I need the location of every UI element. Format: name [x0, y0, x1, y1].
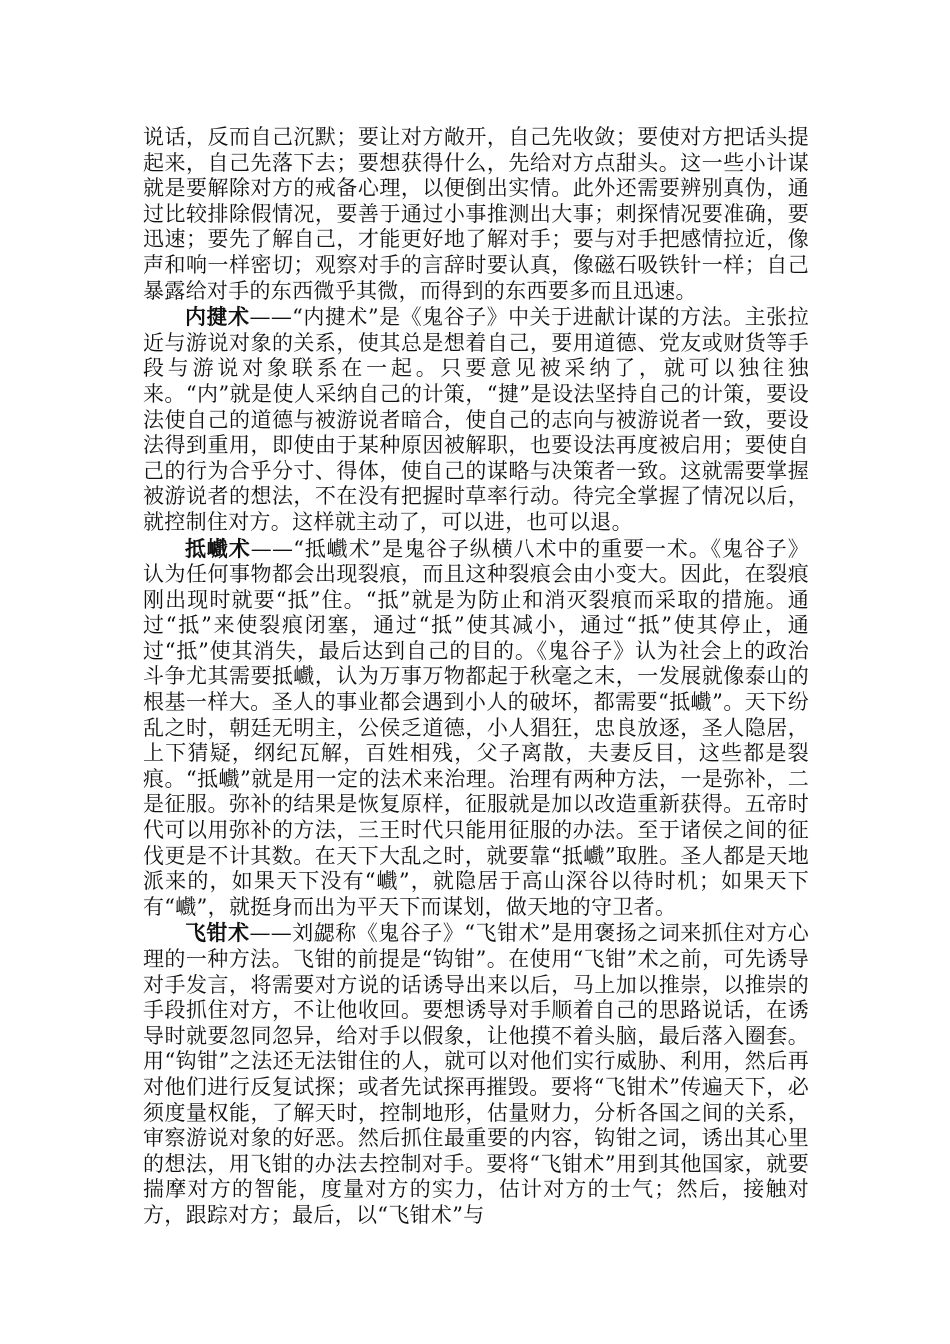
- term-feiqian: 飞钳术: [185, 920, 250, 946]
- term-neijian: 内揵术: [185, 304, 250, 330]
- document-page: [143, 125, 809, 1229]
- paragraph-feiqian-body: ——刘勰称《鬼谷子》“飞钳术”是用褒扬之词来抓住对方心理的一种方法。飞钳的前提是“钩钳”。在使用“飞钳”术之前，可先诱导对手发言，将需要对方说的话诱导出来以后，马上加以推崇，以推崇的手段抓住对方，不让他收回。要想诱导对手顺着自己的思路说话，在诱导时就要忽同忽异，给对手以假象，让他摸不着头脑，最后落入圈套。用“钩钳”之法还无法钳住的人，就可以对他们实行威胁、利用，然后再对他们进行反复试探；或者先试探再摧毁。要将“飞钳术”传遍天下，必须度量权能，了解天时，控制地形，估量财力，分析各国之间的关系，审察游说对象的好恶。然后抓住最重要的内容，钩钳之词，诱出其心里的想法，用飞钳的办法去控制对手。要将“飞钳术”用到其他国家，就要揣摩对方的智能，度量对方的实力，估计对方的士气；然后，接触对方，跟踪对方；最后，以“飞钳术”与: [143, 921, 809, 1227]
- paragraph-neijian-body: ——“内揵术”是《鬼谷子》中关于进献计谋的方法。主张拉近与游说对象的关系，使其总是想着自己，要用道德、党友或财货等手段与游说对象联系在一起。只要意见被采纳了，就可以独往独来。“内”就是使人采纳自己的计策，“揵”是设法坚持自己的计策，要设法使自己的道德与被游说者暗合，使自己的志向与被游说者一致，要设法得到重用，即使由于某种原因被解职，也要设法再度被启用；要使自己的行为合乎分寸、得体，使自己的谋略与决策者一致。这就需要掌握被游说者的想法，不在没有把握时草率行动。待完全掌握了情况以后，就控制住对方。这样就主动了，可以进，也可以退。: [143, 305, 809, 534]
- paragraph-dixi-body: ——“抵巇术”是鬼谷子纵横八术中的重要一术。《鬼谷子》认为任何事物都会出现裂痕，而且这种裂痕会由小变大。因此，在裂痕刚出现时就要“抵”住。“抵”就是为防止和消灭裂痕而采取的措施。通过“抵”来使裂痕闭塞，通过“抵”使其减小，通过“抵”使其停止，通过“抵”使其消失，最后达到自己的目的。《鬼谷子》认为社会上的政治斗争尤其需要抵巇，认为万事万物都起于秋毫之末，一发展就像泰山的根基一样大。圣人的事业都会遇到小人的破坏，都需要“抵巇”。天下纷乱之时，朝廷无明主，公侯乏道德，小人猖狂，忠良放逐，圣人隐居，上下猜疑，纲纪瓦解，百姓相残，父子离散，夫妻反目，这些都是裂痕。“抵巇”就是用一定的法术来治理。治理有两种方法，一是弥补，二是征服。弥补的结果是恢复原样，征服就是加以改造重新获得。五帝时代可以用弥补的方法，三王时代只能用征服的办法。至于诸侯之间的征伐更是不计其数。在天下大乱之时，就要靠“抵巇”取胜。圣人都是天地派来的，如果天下没有“巇”，就隐居于高山深谷以待时机；如果天下有“巇”，就挺身而出为平天下而谋划，做天地的守卫者。: [143, 536, 809, 919]
- paragraph-feiqian: [143, 920, 809, 1228]
- term-dixi: 抵巇术: [185, 535, 251, 561]
- paragraph-neijian: [143, 304, 809, 535]
- paragraph-dixi: [143, 536, 809, 921]
- paragraph-continuation: 说话，反而自己沉默；要让对方敞开，自己先收敛；要使对方把话头提起来，自己先落下去；要想获得什么，先给对方点甜头。这一些小计谋就是要解除对方的戒备心理，以便倒出实情。此外还需要辨别真伪，通过比较排除假情况，要善于通过小事推测出大事；刺探情况要准确，要迅速；要先了解自己，才能更好地了解对手；要与对手把感情拉近，像声和响一样密切；观察对手的言辞时要认真，像磁石吸铁针一样；自己暴露给对手的东西微乎其微，而得到的东西要多而且迅速。: [143, 125, 809, 303]
